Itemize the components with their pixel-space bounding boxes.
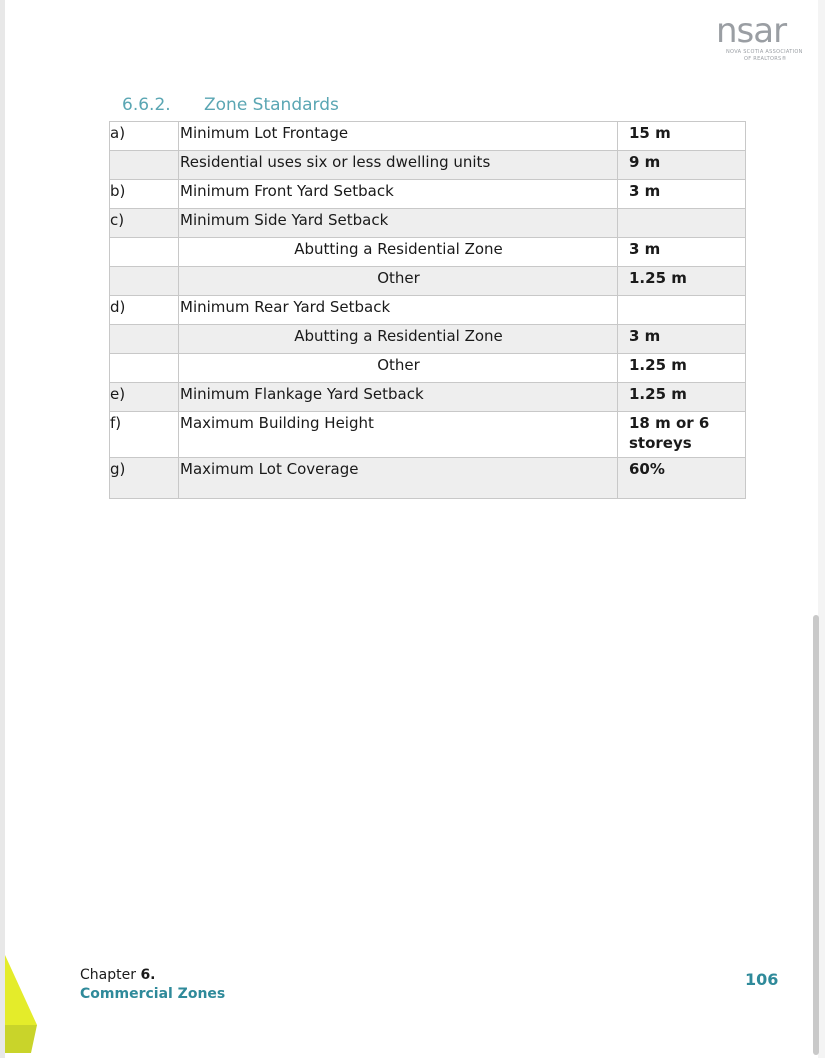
- row-label: Maximum Lot Coverage: [179, 458, 618, 499]
- table-row: [110, 412, 746, 458]
- row-label: Other: [179, 267, 618, 296]
- row-value: 3 m: [618, 238, 746, 267]
- logo-wordmark: nsar: [716, 11, 787, 51]
- table-row: [110, 267, 746, 296]
- row-letter: c): [110, 209, 179, 238]
- row-value: 1.25 m: [618, 383, 746, 412]
- row-label: Minimum Front Yard Setback: [179, 180, 618, 209]
- row-label: Minimum Side Yard Setback: [179, 209, 618, 238]
- row-label: Residential uses six or less dwelling units: [179, 151, 618, 180]
- row-label: Other: [179, 354, 618, 383]
- row-value: 18 m or 6 storeys: [618, 412, 746, 458]
- row-letter: [110, 267, 179, 296]
- table-row: [110, 296, 746, 325]
- row-label: Abutting a Residential Zone: [179, 325, 618, 354]
- row-letter: [110, 354, 179, 383]
- table-row: [110, 209, 746, 238]
- table-row: [110, 238, 746, 267]
- row-value: 9 m: [618, 151, 746, 180]
- row-letter: [110, 151, 179, 180]
- row-label: Minimum Flankage Yard Setback: [179, 383, 618, 412]
- row-letter: e): [110, 383, 179, 412]
- page-left-edge: [0, 0, 5, 1058]
- page-number: 106: [745, 970, 779, 989]
- scroll-gutter: [818, 0, 825, 1058]
- row-value: 15 m: [618, 122, 746, 151]
- table-row: [110, 354, 746, 383]
- row-letter: a): [110, 122, 179, 151]
- row-letter: [110, 325, 179, 354]
- row-letter: f): [110, 412, 179, 458]
- row-value: 3 m: [618, 180, 746, 209]
- footer-chapter-title: Commercial Zones: [80, 986, 226, 1002]
- section-heading: [122, 93, 339, 117]
- row-value: 1.25 m: [618, 354, 746, 383]
- chapter-number: 6.: [140, 967, 156, 983]
- row-letter: b): [110, 180, 179, 209]
- row-letter: g): [110, 458, 179, 499]
- table-row: [110, 122, 746, 151]
- footer-chapter: [80, 966, 156, 985]
- row-value: 1.25 m: [618, 267, 746, 296]
- table-row: [110, 458, 746, 499]
- table-row: [110, 180, 746, 209]
- row-label: Abutting a Residential Zone: [179, 238, 618, 267]
- footer-accent-shape: [5, 955, 37, 1053]
- table-row: [110, 383, 746, 412]
- row-value: [618, 296, 746, 325]
- row-value: [618, 209, 746, 238]
- row-label: Minimum Rear Yard Setback: [179, 296, 618, 325]
- row-value: 3 m: [618, 325, 746, 354]
- row-label: Maximum Building Height: [179, 412, 618, 458]
- logo-subtitle-line2: OF REALTORS®: [744, 56, 787, 62]
- scrollbar-thumb[interactable]: [813, 615, 819, 1055]
- table-row: [110, 151, 746, 180]
- row-value: 60%: [618, 458, 746, 499]
- table-row: [110, 325, 746, 354]
- row-letter: d): [110, 296, 179, 325]
- section-number: 6.6.2.: [122, 95, 171, 115]
- logo-subtitle-line1: NOVA SCOTIA ASSOCIATION: [726, 49, 803, 55]
- zone-standards-table: [109, 121, 746, 499]
- nsar-logo: [716, 11, 820, 64]
- row-label: Minimum Lot Frontage: [179, 122, 618, 151]
- chapter-prefix: Chapter: [80, 967, 136, 983]
- row-letter: [110, 238, 179, 267]
- section-title: Zone Standards: [204, 95, 339, 115]
